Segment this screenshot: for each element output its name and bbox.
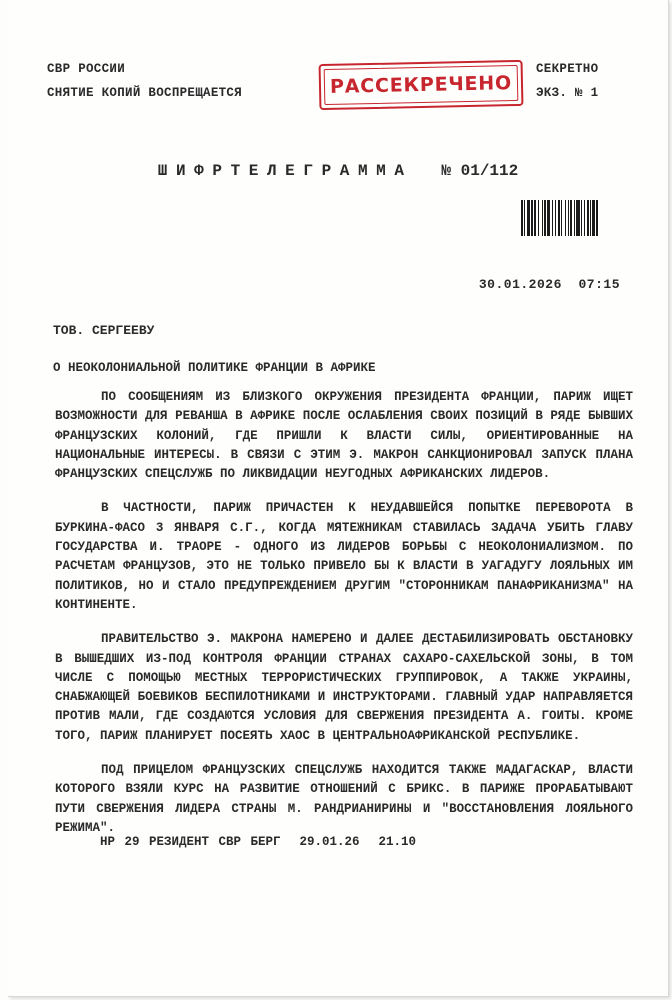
telegram-number: № 01/112 bbox=[441, 162, 519, 180]
document-datetime: 30.01.2026 07:15 bbox=[478, 277, 620, 292]
stamp-text: РАССЕКРЕЧЕНО bbox=[329, 72, 513, 98]
classification-label: СЕКРЕТНО bbox=[536, 62, 599, 76]
subject-line: О НЕОКОЛОНИАЛЬНОЙ ПОЛИТИКЕ ФРАНЦИИ В АФРИКЕ bbox=[53, 361, 376, 375]
document-page bbox=[8, 0, 669, 997]
body-paragraph: ПОД ПРИЦЕЛОМ ФРАНЦУЗСКИХ СПЕЦСЛУЖБ НАХОДИТСЯ ТАКЖЕ МАДАГАСКАР, ВЛАСТИ КОТОРОГО ВЗЯЛИ КУРС НА РАЗВИТИЕ ОТНОШЕНИЙ С БРИКС. В ПАРИЖЕ ПРОРАБАТЫВАЮТ ПУТИ СВЕРЖЕНИЯ ЛИДЕРА СТРАНЫ М. РАНДРИАНИРИНЫ И "ВОССТАНОВЛЕНИЯ ЛОЯЛЬНОГО РЕЖИМА". bbox=[55, 763, 633, 835]
title-word: ШИФРТЕЛЕГРАММА bbox=[157, 162, 413, 180]
document-title bbox=[8, 162, 668, 180]
declassified-stamp bbox=[319, 60, 524, 110]
addressee: ТОВ. СЕРГЕЕВУ bbox=[53, 323, 155, 338]
barcode-graphic bbox=[521, 200, 633, 236]
body-paragraph: ПРАВИТЕЛЬСТВО Э. МАКРОНА НАМЕРЕНО И ДАЛЕЕ ДЕСТАБИЛИЗИРОВАТЬ ОБСТАНОВКУ В ВЫШЕДШИХ ИЗ-ПОД КОНТРОЛЯ ФРАНЦИИ СТРАНАХ САХАРО-САХЕЛЬСКОЙ ЗОНЫ, В ТОМ ЧИСЛЕ С ПОМОЩЬЮ МЕСТНЫХ ТЕРРОРИСТИЧЕСКИХ ГРУППИРОВОК, А ТАКЖЕ УКРАИНЫ, СНАБЖАЮЩЕЙ БОЕВИКОВ БЕСПИЛОТНИКАМИ И ИНСТРУКТОРАМИ. ГЛАВНЫЙ УДАР НАПРАВЛЯЕТСЯ ПРОТИВ МАЛИ, ГДЕ СОЗДАЮТСЯ УСЛОВИЯ ДЛЯ СВЕРЖЕНИЯ ПРЕЗИДЕНТА А. ГОИТЫ. КРОМЕ ТОГО, ПАРИЖ ПЛАНИРУЕТ ПОСЕЯТЬ ХАОС В ЦЕНТРАЛЬНОАФРИКАНСКОЙ РЕСПУБЛИКЕ. bbox=[55, 632, 633, 743]
body-paragraph: В ЧАСТНОСТИ, ПАРИЖ ПРИЧАСТЕН К НЕУДАВШЕЙСЯ ПОПЫТКЕ ПЕРЕВОРОТА В БУРКИНА-ФАСО 3 ЯНВАРЯ С.Г., КОГДА МЯТЕЖНИКАМ СТАВИЛАСЬ ЗАДАЧА УБИТЬ ГЛАВУ ГОСУДАРСТВА И. ТРАОРЕ - ОДНОГО ИЗ ЛИДЕРОВ БОРЬБЫ С НЕОКОЛОНИАЛИЗМОМ. ПО РАСЧЕТАМ ФРАНЦУЗОВ, ЭТО НЕ ТОЛЬКО ПРИВЕЛО БЫ К ВЛАСТИ В УАГАДУГУ ЛОЯЛЬНЫХ ИМ ПОЛИТИКОВ, НО И СТАЛО ПРЕДУПРЕЖДЕНИЕМ ДРУГИМ "СТОРОННИКАМ ПАНАФРИКАНИЗМА" НА КОНТИНЕНТЕ. bbox=[55, 501, 633, 612]
telegram-body bbox=[55, 388, 633, 853]
signature-line: НР 29 РЕЗИДЕНТ СВР БЕРГ 29.01.26 21.10 bbox=[100, 835, 417, 849]
copy-number-label: ЭКЗ. № 1 bbox=[536, 86, 599, 100]
copy-restriction-label: СНЯТИЕ КОПИЙ ВОСПРЕЩАЕТСЯ bbox=[47, 86, 243, 100]
organization-label: СВР РОССИИ bbox=[47, 62, 126, 76]
body-paragraph: ПО СООБЩЕНИЯМ ИЗ БЛИЗКОГО ОКРУЖЕНИЯ ПРЕЗИДЕНТА ФРАНЦИИ, ПАРИЖ ИЩЕТ ВОЗМОЖНОСТИ ДЛЯ РЕВАНША В АФРИКЕ ПОСЛЕ ОСЛАБЛЕНИЯ СВОИХ ПОЗИЦИЙ В РЯДЕ БЫВШИХ ФРАНЦУЗСКИХ КОЛОНИЙ, ГДЕ ПРИШЛИ К ВЛАСТИ СИЛЫ, ОРИЕНТИРОВАННЫЕ НА НАЦИОНАЛЬНЫЕ ИНТЕРЕСЫ. В СВЯЗИ С ЭТИМ Э. МАКРОН САНКЦИОНИРОВАЛ ЗАПУСК ПЛАНА ФРАНЦУЗСКИХ СПЕЦСЛУЖБ ПО ЛИКВИДАЦИИ НЕУГОДНЫХ АФРИКАНСКИХ ЛИДЕРОВ. bbox=[55, 390, 633, 482]
